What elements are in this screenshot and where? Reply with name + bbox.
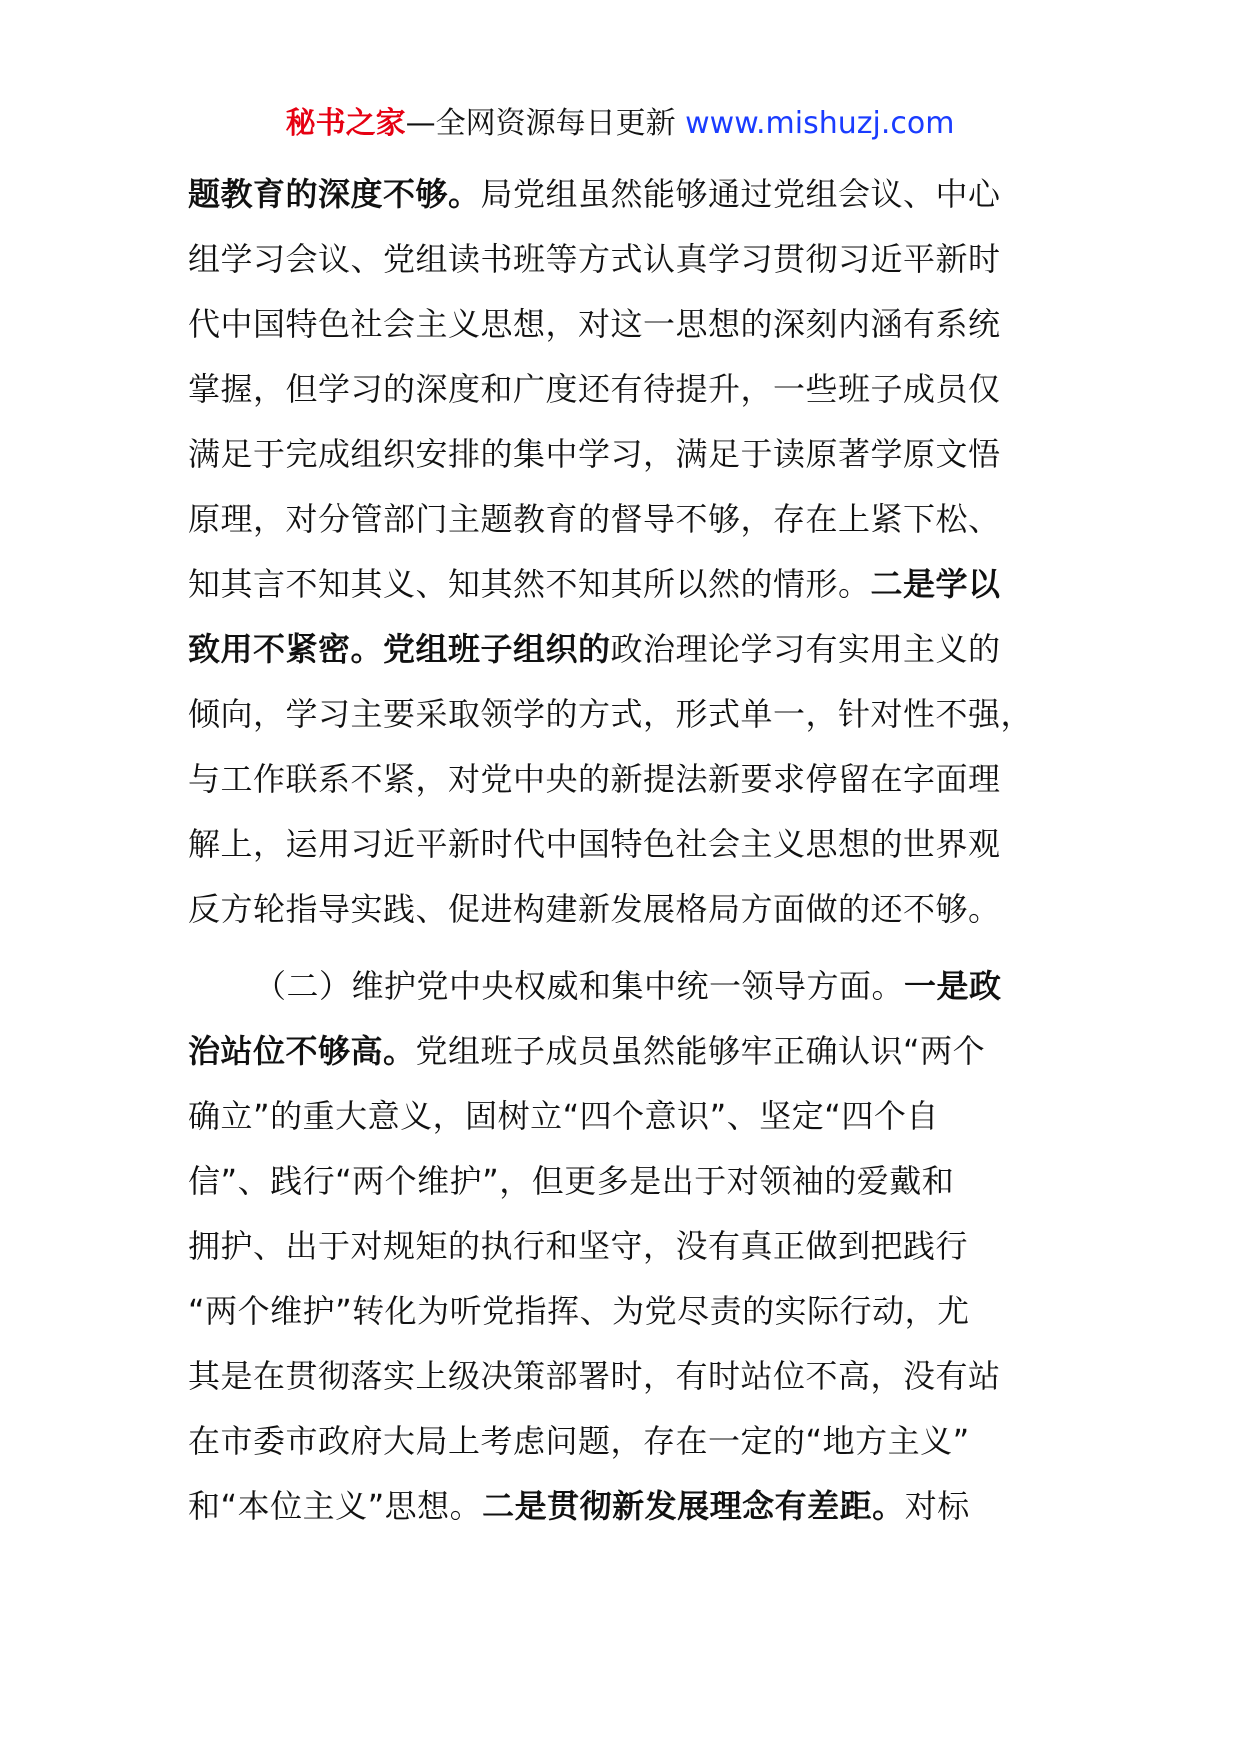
text-line <box>188 877 1068 942</box>
text-line <box>188 747 1068 812</box>
body-text-run: 对标 <box>904 1487 970 1525</box>
text-line <box>188 227 1068 292</box>
body-text-run: （二）维护党中央权威和集中统一领导方面。 <box>254 967 905 1005</box>
text-line <box>188 1409 1068 1474</box>
text-line <box>188 292 1068 357</box>
body-text-run: 代中国特色社会主义思想，对这一思想的深刻内涵有系统 <box>188 305 1001 343</box>
document-body <box>188 162 1068 1539</box>
body-text-run: 信”、践行“两个维护”，但更多是出于对领袖的爱戴和 <box>188 1162 955 1200</box>
body-text-run: 党组班子成员虽然能够牢正确认识“两个 <box>415 1032 986 1070</box>
text-line <box>188 1084 1068 1149</box>
text-line <box>188 422 1068 487</box>
body-text-run: 和“本位主义”思想。 <box>188 1487 483 1525</box>
header-brand: 秘书之家 <box>285 106 406 141</box>
header-slogan: —全网资源每日更新 <box>405 106 686 141</box>
body-text-run: 解上，运用习近平新时代中国特色社会主义思想的世界观 <box>188 825 1001 863</box>
body-text-run: 组学习会议、党组读书班等方式认真学习贯彻习近平新时 <box>188 240 1001 278</box>
text-line <box>188 1474 1068 1539</box>
text-line <box>188 812 1068 877</box>
body-text-run: 与工作联系不紧，对党中央的新提法新要求停留在字面理 <box>188 760 1001 798</box>
bold-heading-text: 致用不紧密。党组班子组织的 <box>188 630 611 668</box>
text-line <box>188 357 1068 422</box>
text-line <box>188 1344 1068 1409</box>
body-text-run: 倾向，学习主要采取领学的方式，形式单一，针对性不强， <box>188 695 1034 733</box>
text-line <box>188 1214 1068 1279</box>
text-line <box>188 1019 1068 1084</box>
text-line <box>188 617 1068 682</box>
paragraph-start-line <box>188 954 1068 1019</box>
body-text-run: “两个维护”转化为听党指挥、为党尽责的实际行动，尤 <box>188 1292 970 1330</box>
text-line <box>188 162 1068 227</box>
body-text-run: 拥护、出于对规矩的执行和坚守，没有真正做到把践行 <box>188 1227 969 1265</box>
text-line <box>188 1279 1068 1344</box>
body-text-run: 其是在贯彻落实上级决策部署时，有时站位不高，没有站 <box>188 1357 1001 1395</box>
body-text-run: 知其言不知其义、知其然不知其所以然的情形。 <box>188 565 871 603</box>
bold-heading-text: 一是政 <box>904 967 1002 1005</box>
page-header <box>0 104 1240 144</box>
body-text-run: 在市委市政府大局上考虑问题，存在一定的“地方主义” <box>188 1422 970 1460</box>
header-url-link[interactable]: www.mishuzj.com <box>685 106 955 141</box>
bold-heading-text: 二是贯彻新发展理念有差距。 <box>482 1487 905 1525</box>
body-text-run: 局党组虽然能够通过党组会议、中心 <box>480 175 1001 213</box>
bold-heading-text: 治站位不够高。 <box>188 1032 416 1070</box>
body-text-run: 确立”的重大意义，固树立“四个意识”、坚定“四个自 <box>188 1097 939 1135</box>
text-line <box>188 552 1068 617</box>
body-text-run: 政治理论学习有实用主义的 <box>610 630 1001 668</box>
text-line <box>188 487 1068 552</box>
text-line <box>188 1149 1068 1214</box>
body-text-run: 原理，对分管部门主题教育的督导不够，存在上紧下松、 <box>188 500 1001 538</box>
bold-heading-text: 二是学以 <box>870 565 1001 603</box>
body-text-run: 反方轮指导实践、促进构建新发展格局方面做的还不够。 <box>188 890 1001 928</box>
text-line <box>188 682 1068 747</box>
bold-heading-text: 题教育的深度不够。 <box>188 175 481 213</box>
body-text-run: 掌握，但学习的深度和广度还有待提升，一些班子成员仅 <box>188 370 1001 408</box>
body-text-run: 满足于完成组织安排的集中学习，满足于读原著学原文悟 <box>188 435 1001 473</box>
